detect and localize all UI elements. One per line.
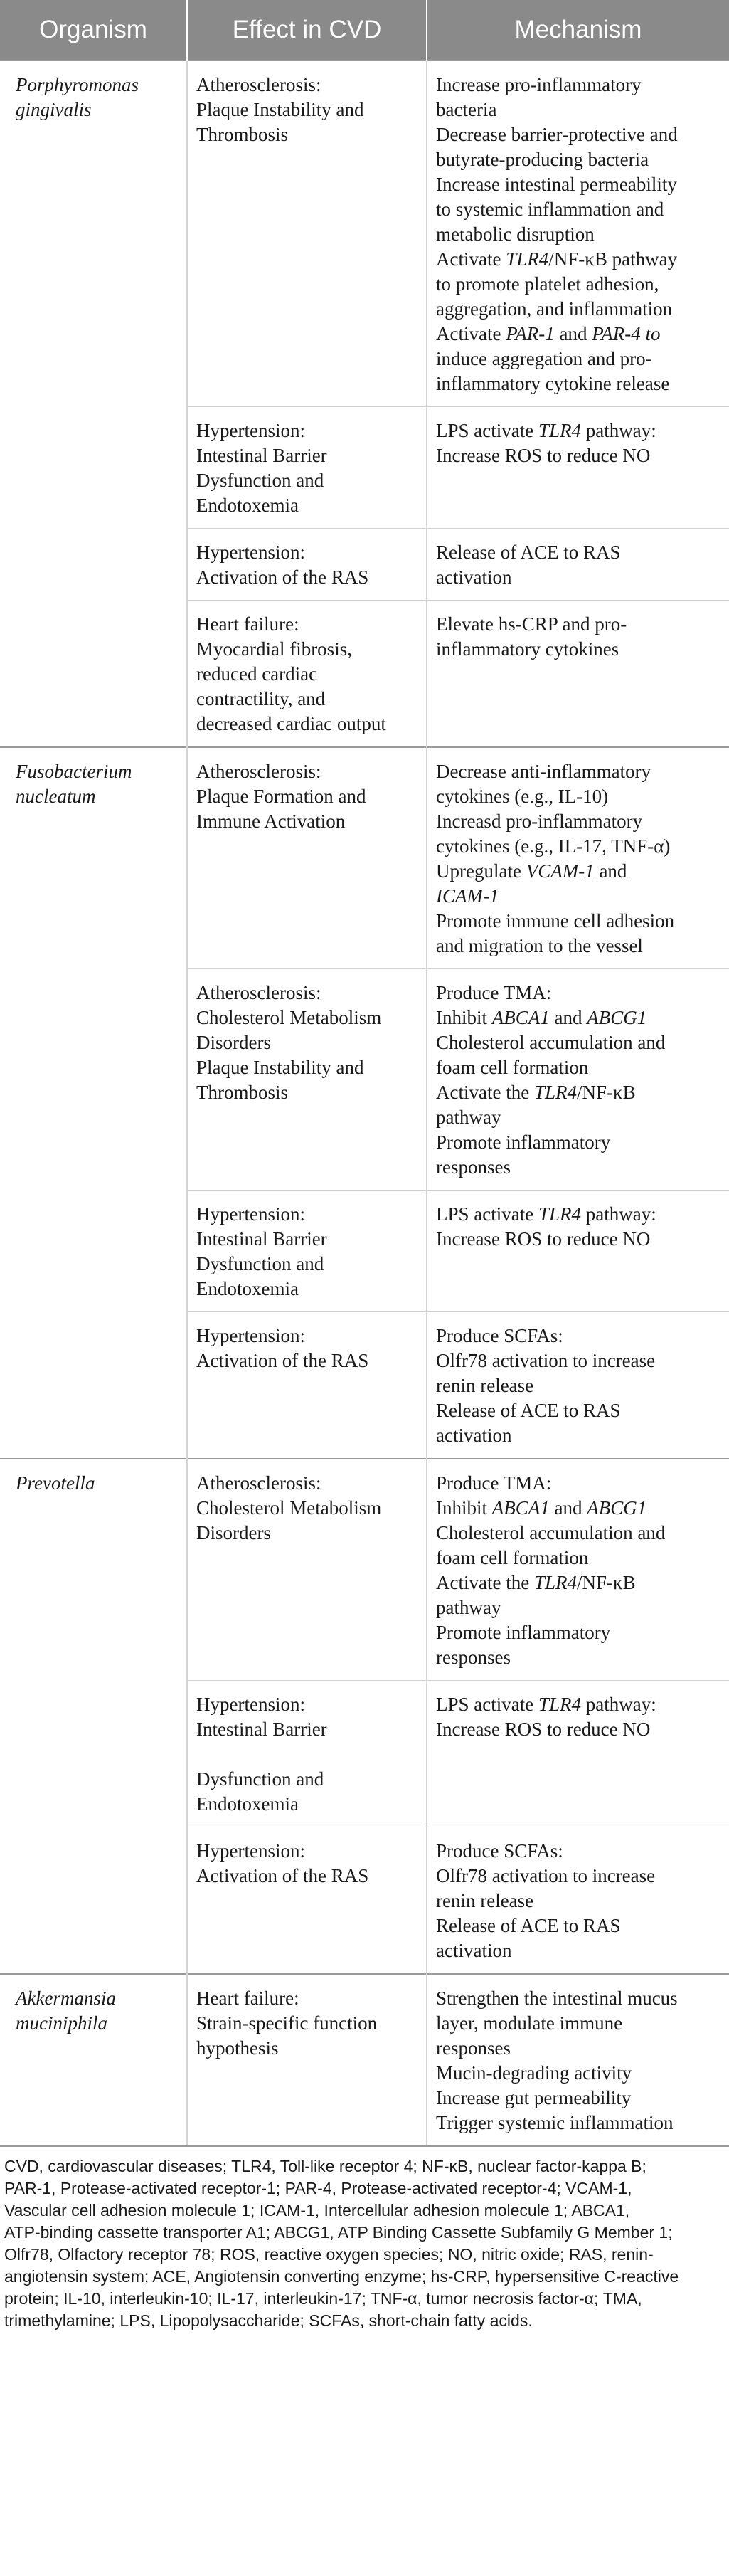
mechanism-line: responses: [436, 1156, 511, 1178]
effect-line: Intestinal Barrier: [196, 1228, 327, 1250]
effect-line: Activation of the RAS: [196, 1350, 369, 1371]
footnote-line: PAR-1, Protease-activated receptor-1; PAR-4, Protease-activated receptor-4; VCAM-1,: [4, 2179, 632, 2197]
effect-cell: [187, 1312, 427, 1459]
table-row: [0, 969, 729, 1191]
effect-line: Endotoxemia: [196, 495, 299, 516]
table-footnote: [0, 2147, 729, 2332]
effect-line: Hypertension:: [196, 420, 305, 441]
effect-line: contractility, and: [196, 688, 326, 709]
mechanism-cell: [427, 1312, 729, 1459]
mechanism-cell: [427, 1681, 729, 1827]
effect-line: Plaque Instability and: [196, 1057, 364, 1078]
mechanism-cell: [427, 747, 729, 969]
effect-line: Thrombosis: [196, 1082, 289, 1103]
effect-line: Endotoxemia: [196, 1278, 299, 1299]
mechanism-line: induce aggregation and pro-: [436, 348, 652, 369]
effect-line: Cholesterol Metabolism: [196, 1497, 382, 1519]
mechanism-line: activation: [436, 1940, 512, 1961]
mechanism-line: Promote inflammatory: [436, 1131, 611, 1153]
mechanism-line: Elevate hs-CRP and pro-: [436, 613, 627, 635]
footnote-line: Vascular cell adhesion molecule 1; ICAM-1, Intercellular adhesion molecule 1; ABCA1,: [4, 2201, 630, 2219]
mechanism-line: Trigger systemic inflammation: [436, 2112, 674, 2133]
footnote-line: angiotensin system; ACE, Angiotensin converting enzyme; hs-CRP, hypersensitive C-reactive: [4, 2267, 679, 2286]
mechanism-line: Release of ACE to RAS: [436, 1915, 621, 1936]
effect-line: Hypertension:: [196, 1840, 305, 1862]
mechanism-line: Produce SCFAs:: [436, 1840, 563, 1862]
organism-cell: [0, 1681, 187, 1827]
table-row: [0, 601, 729, 748]
table-row: [0, 747, 729, 969]
mechanism-line: Increasd pro-inflammatory: [436, 811, 643, 832]
mechanism-line: responses: [436, 1647, 511, 1668]
table-header: [0, 0, 729, 60]
mechanism-line: Increase intestinal permeability: [436, 174, 677, 195]
mechanism-line: activation: [436, 1425, 512, 1446]
effect-line: Plaque Instability and: [196, 99, 364, 120]
mechanism-line: and migration to the vessel: [436, 935, 643, 956]
effect-line: Atherosclerosis:: [196, 1472, 321, 1494]
mechanism-line: Increase pro-inflammatory: [436, 74, 642, 95]
mechanism-line: pathway: [436, 1597, 501, 1618]
mechanism-line: Release of ACE to RAS: [436, 1400, 621, 1421]
effect-cell: [187, 1974, 427, 2146]
mechanism-line: Activate the TLR4/NF-κB: [436, 1082, 636, 1103]
footnote-line: trimethylamine; LPS, Lipopolysaccharide; SCFAs, short-chain fatty acids.: [4, 2311, 533, 2330]
effect-cell: [187, 1681, 427, 1827]
mechanism-line: Olfr78 activation to increase: [436, 1350, 656, 1371]
mechanism-line: Cholesterol accumulation and: [436, 1522, 666, 1543]
mechanism-line: LPS activate TLR4 pathway:: [436, 420, 656, 441]
table-body: [0, 60, 729, 2146]
mechanism-line: bacteria: [436, 99, 497, 120]
effect-line: Heart failure:: [196, 1988, 299, 2009]
effect-line: Activation of the RAS: [196, 1865, 369, 1886]
effect-line: Heart failure:: [196, 613, 299, 635]
mechanism-cell: [427, 1974, 729, 2146]
mechanism-line: ICAM-1: [436, 885, 499, 907]
mechanism-line: renin release: [436, 1375, 534, 1396]
mechanism-cell: [427, 969, 729, 1191]
mechanism-line: aggregation, and inflammation: [436, 298, 673, 320]
effect-line: Activation of the RAS: [196, 566, 369, 588]
effect-line: Strain-specific function: [196, 2012, 378, 2034]
mechanism-line: Cholesterol accumulation and: [436, 1032, 666, 1053]
mechanism-line: pathway: [436, 1107, 501, 1128]
effect-cell: [187, 529, 427, 601]
mechanism-line: Release of ACE to RAS: [436, 542, 621, 563]
effect-line: Dysfunction and: [196, 1253, 324, 1274]
organism-name: Porphyromonas gingivalis: [16, 74, 139, 120]
mechanism-line: foam cell formation: [436, 1057, 589, 1078]
table-row: [0, 1681, 729, 1827]
effect-line: Atherosclerosis:: [196, 74, 321, 95]
effect-cell: [187, 1191, 427, 1312]
effect-line: [196, 1742, 419, 1767]
mechanism-cell: [427, 1827, 729, 1975]
organism-cell: [0, 529, 187, 601]
effect-line: Plaque Formation and: [196, 786, 366, 807]
effect-line: Intestinal Barrier: [196, 1719, 327, 1740]
mechanism-line: Mucin-degrading activity: [436, 2062, 632, 2084]
table-row: [0, 529, 729, 601]
mechanism-line: Promote immune cell adhesion: [436, 910, 675, 931]
mechanism-line: to promote platelet adhesion,: [436, 273, 659, 295]
effect-line: Dysfunction and: [196, 470, 324, 491]
header-organism: Organism: [0, 0, 187, 60]
mechanism-line: Increase gut permeability: [436, 2087, 632, 2108]
effect-line: Endotoxemia: [196, 1793, 299, 1815]
effect-cell: [187, 747, 427, 969]
mechanism-line: Produce TMA:: [436, 1472, 552, 1494]
mechanism-line: Produce SCFAs:: [436, 1325, 563, 1346]
table-row: [0, 1974, 729, 2146]
footnote-line: Olfr78, Olfactory receptor 78; ROS, reactive oxygen species; NO, nitric oxide; RAS, renin-: [4, 2245, 654, 2264]
mechanism-line: inflammatory cytokine release: [436, 373, 670, 394]
organism-name: Prevotella: [16, 1472, 95, 1494]
mechanism-cell: [427, 1191, 729, 1312]
footnote-line: CVD, cardiovascular diseases; TLR4, Toll-like receptor 4; NF-κB, nuclear factor-kappa B;: [4, 2157, 646, 2175]
effect-line: Myocardial fibrosis,: [196, 638, 352, 660]
effect-line: Hypertension:: [196, 1325, 305, 1346]
mechanism-line: Promote inflammatory: [436, 1622, 611, 1643]
effect-cell: [187, 1827, 427, 1975]
effect-line: Intestinal Barrier: [196, 445, 327, 466]
mechanism-line: LPS activate TLR4 pathway:: [436, 1203, 656, 1225]
table-row: [0, 60, 729, 407]
mechanism-line: Increase ROS to reduce NO: [436, 1228, 651, 1250]
mechanism-line: Produce TMA:: [436, 982, 552, 1003]
effect-cell: [187, 407, 427, 529]
effect-cell: [187, 969, 427, 1191]
table-row: [0, 1459, 729, 1681]
effect-line: decreased cardiac output: [196, 713, 386, 734]
mechanism-line: inflammatory cytokines: [436, 638, 619, 660]
organism-cell: [0, 1459, 187, 1681]
organism-cell: [0, 1827, 187, 1975]
effect-cell: [187, 601, 427, 748]
header-mechanism: Mechanism: [427, 0, 729, 60]
mechanism-line: activation: [436, 566, 512, 588]
mechanism-line: Inhibit ABCA1 and ABCG1: [436, 1497, 647, 1519]
mechanism-line: cytokines (e.g., IL-10): [436, 786, 609, 807]
effect-line: hypothesis: [196, 2037, 279, 2059]
organism-name: Fusobacterium nucleatum: [16, 761, 132, 807]
mechanism-cell: [427, 60, 729, 407]
effect-cell: [187, 60, 427, 407]
mechanism-line: Olfr78 activation to increase: [436, 1865, 656, 1886]
organism-cell: [0, 1312, 187, 1459]
mechanism-line: Increase ROS to reduce NO: [436, 1719, 651, 1740]
effect-line: Hypertension:: [196, 1694, 305, 1715]
mechanism-line: Activate PAR-1 and PAR-4 to: [436, 323, 661, 344]
mechanism-line: Increase ROS to reduce NO: [436, 445, 651, 466]
table-row: [0, 1312, 729, 1459]
organism-cell: [0, 1191, 187, 1312]
effect-line: Hypertension:: [196, 1203, 305, 1225]
organism-cell: [0, 60, 187, 407]
table-row: [0, 407, 729, 529]
mechanism-line: Decrease anti-inflammatory: [436, 761, 651, 782]
mechanism-cell: [427, 1459, 729, 1681]
mechanism-line: Decrease barrier-protective and: [436, 124, 678, 145]
footnote-line: protein; IL-10, interleukin-10; IL-17, interleukin-17; TNF-α, tumor necrosis factor-α; TMA,: [4, 2289, 642, 2308]
effect-line: Thrombosis: [196, 124, 289, 145]
organism-name: Akkermansia muciniphila: [16, 1988, 116, 2034]
mechanism-line: to systemic inflammation and: [436, 199, 664, 220]
effect-line: Atherosclerosis:: [196, 982, 321, 1003]
organism-cell: [0, 1974, 187, 2146]
mechanism-cell: [427, 601, 729, 748]
mechanism-line: responses: [436, 2037, 511, 2059]
mechanism-line: Strengthen the intestinal mucus: [436, 1988, 678, 2009]
table-row: [0, 1827, 729, 1975]
organism-cell: [0, 601, 187, 748]
effect-line: Atherosclerosis:: [196, 761, 321, 782]
effect-line: Dysfunction and: [196, 1768, 324, 1790]
effect-line: Cholesterol Metabolism: [196, 1007, 382, 1028]
effect-line: Disorders: [196, 1032, 271, 1053]
effect-line: Hypertension:: [196, 542, 305, 563]
mechanism-line: cytokines (e.g., IL-17, TNF-α): [436, 835, 671, 857]
mechanism-line: Activate TLR4/NF-κB pathway: [436, 248, 678, 270]
mechanism-line: Activate the TLR4/NF-κB: [436, 1572, 636, 1593]
organism-cell: [0, 747, 187, 969]
mechanism-cell: [427, 529, 729, 601]
mechanism-line: Inhibit ABCA1 and ABCG1: [436, 1007, 647, 1028]
table-row: [0, 1191, 729, 1312]
mechanism-line: renin release: [436, 1890, 534, 1911]
mechanism-line: layer, modulate immune: [436, 2012, 623, 2034]
organism-cell: [0, 969, 187, 1191]
effect-cell: [187, 1459, 427, 1681]
mechanism-line: foam cell formation: [436, 1547, 589, 1568]
organism-cell: [0, 407, 187, 529]
mechanism-line: LPS activate TLR4 pathway:: [436, 1694, 656, 1715]
mechanism-line: metabolic disruption: [436, 223, 595, 245]
effect-line: Disorders: [196, 1522, 271, 1543]
mechanism-line: butyrate-producing bacteria: [436, 149, 649, 170]
header-effect: Effect in CVD: [187, 0, 427, 60]
footnote-line: ATP-binding cassette transporter A1; ABCG1, ATP Binding Cassette Subfamily G Member 1;: [4, 2223, 673, 2242]
mechanism-line: Upregulate VCAM-1 and: [436, 860, 627, 882]
effect-line: Immune Activation: [196, 811, 346, 832]
mechanism-cell: [427, 407, 729, 529]
effect-line: reduced cardiac: [196, 663, 318, 685]
